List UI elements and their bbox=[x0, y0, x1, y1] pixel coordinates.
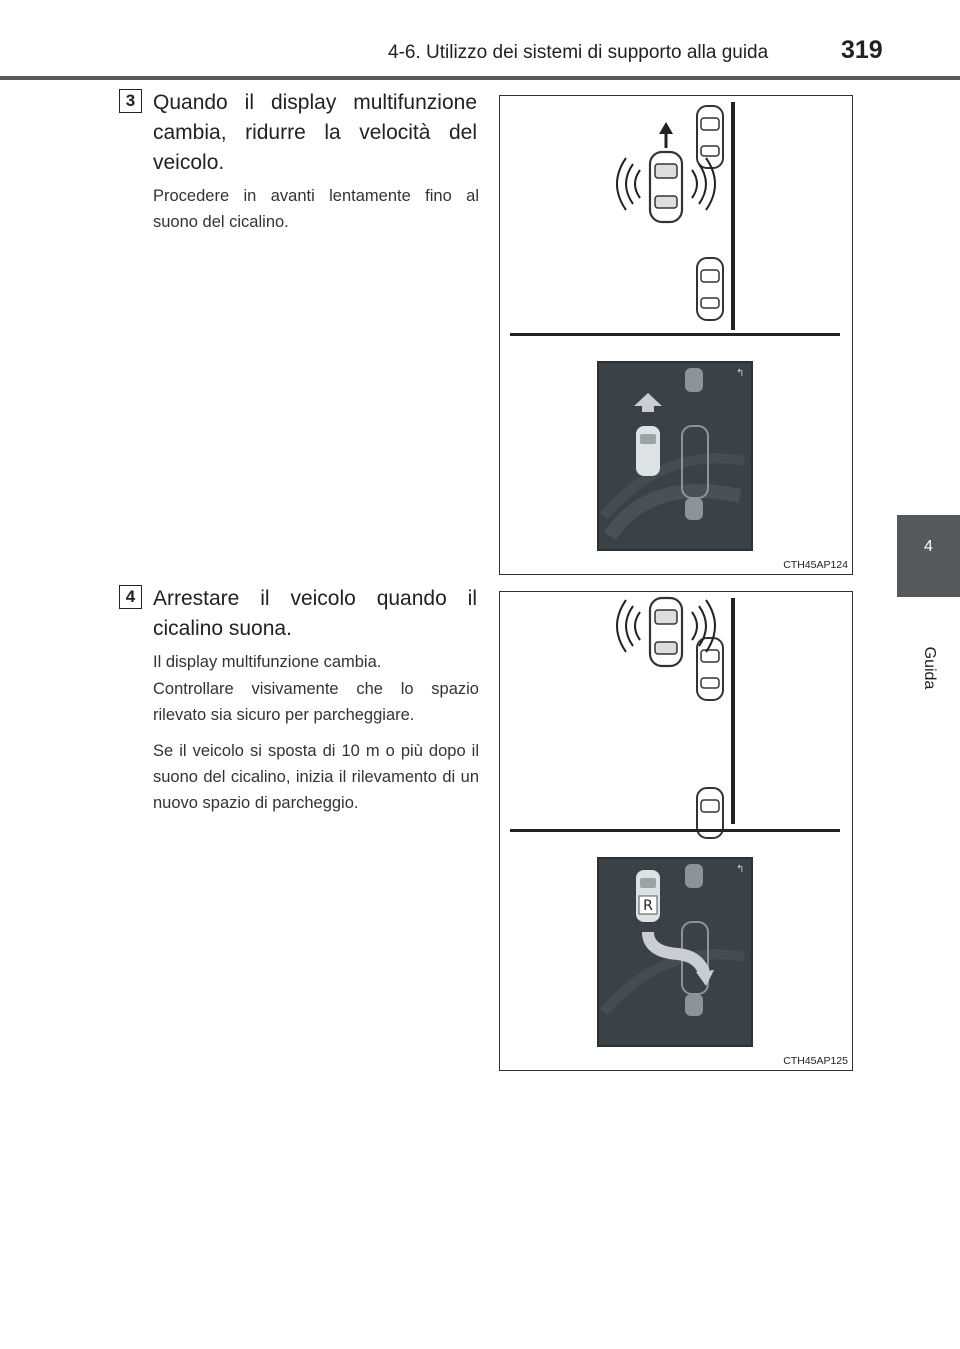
chapter-number: 4 bbox=[924, 538, 933, 555]
parked-car-icon bbox=[697, 258, 723, 320]
step-instruction: Se il veicolo si sposta di 10 m o più dopo il suono del cicalino, inizia il rilevamento di un nuovo spazio di parcheggio. bbox=[153, 742, 479, 812]
step-instruction: Procedere in avanti lentamente fino al suono del cicalino. bbox=[153, 187, 479, 231]
reverse-gear-label: R bbox=[643, 898, 653, 914]
step-instruction: Il display multifunzione cambia. bbox=[153, 653, 382, 671]
step-number-badge: 3 bbox=[119, 89, 142, 113]
parking-diagram bbox=[500, 96, 852, 574]
step-instruction: Controllare visivamente che lo spazio rilevato sia sicuro per parcheggiare. bbox=[153, 680, 479, 724]
parking-diagram bbox=[500, 592, 852, 1070]
chapter-tab bbox=[897, 515, 960, 597]
chapter-label: Guida bbox=[921, 646, 938, 690]
running-header-title: 4-6. Utilizzo dei sistemi di supporto alla guida bbox=[388, 42, 769, 63]
curb-line bbox=[731, 598, 735, 824]
step-illustration bbox=[499, 95, 853, 575]
own-car-icon bbox=[650, 152, 682, 222]
step-heading: Quando il display multifunzione cambia, ridurre la velocità del veicolo. bbox=[153, 91, 477, 174]
parked-car-icon bbox=[697, 106, 723, 168]
multifunction-display bbox=[598, 362, 752, 550]
return-icon: ↰ bbox=[736, 864, 745, 875]
own-car-icon bbox=[650, 598, 682, 666]
arrow-up-icon bbox=[659, 122, 673, 148]
curb-line bbox=[731, 102, 735, 330]
step-illustration bbox=[499, 591, 853, 1071]
page-number: 319 bbox=[841, 36, 883, 64]
step-number-badge: 4 bbox=[119, 585, 142, 609]
chapter-label-box bbox=[898, 628, 960, 708]
figure-code: CTH45AP124 bbox=[783, 559, 848, 571]
return-icon: ↰ bbox=[736, 368, 745, 379]
header-rule bbox=[0, 76, 960, 80]
divider-line bbox=[510, 333, 840, 336]
step-heading: Arrestare il veicolo quando il cicalino suona. bbox=[153, 587, 477, 640]
divider-line bbox=[510, 829, 840, 832]
multifunction-display bbox=[598, 858, 752, 1046]
figure-code: CTH45AP125 bbox=[783, 1055, 848, 1067]
